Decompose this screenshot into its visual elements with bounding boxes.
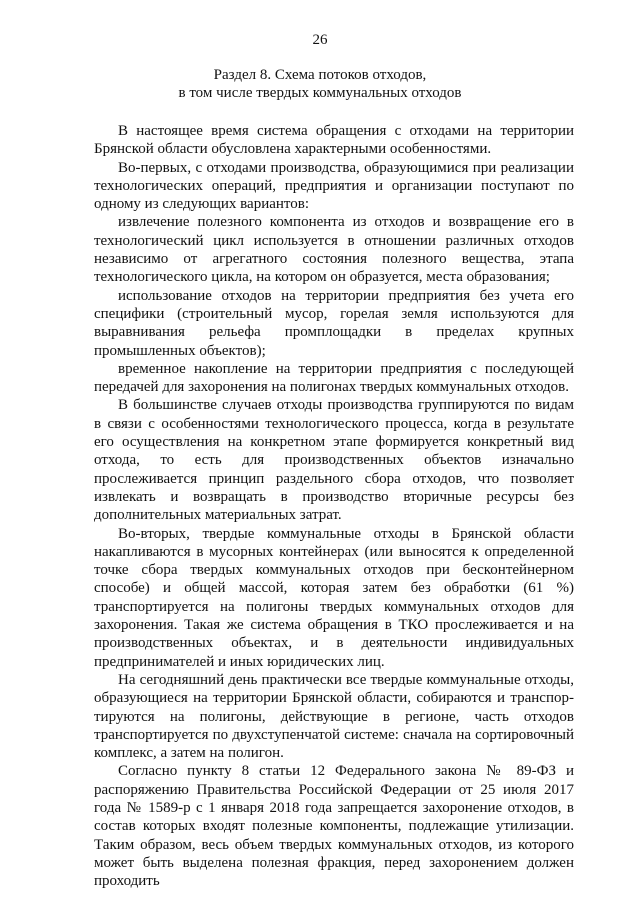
- body-text: [94, 122, 574, 890]
- paragraph: извлечение полезного компонента из отходов и возвращение его в технологический цикл используется в отношении различных отходов независимо от агрегатного состояния полезного вещества, этапа технологического цикла, на котором он образуется, места образования;: [94, 214, 574, 286]
- paragraph: Во-вторых, твердые коммунальные отходы в Брянской области накапливаются в мусорных контейнерах (или выносятся к определенной точке сбора твердых коммунальных отходов при бесконтейнерном способе) и общей массой, которая затем без обработки (61 %) транспортируется на полигоны твердых коммунальных отходов для захоронения. Такая же система обращения в ТКО прослеживается и на производственных объектах, и в деятельности индивидуальных предпринимателей и иных юридических лиц.: [94, 525, 574, 670]
- paragraph: В большинстве случаев отходы производства группируются по видам в связи с особенностями технологического процесса, когда в результате его осуществления на конкретном этапе формируется конкретный вид отхода, то есть для производственных объектов изначально прослеживается принцип раздельного сбора отходов, что позволяет извлекать и возвращать в производство вторичные ресурсы без дополнительных материальных затрат.: [94, 397, 574, 524]
- paragraph: На сегодняшний день практически все твердые коммунальные отходы, образующиеся на территории Брянской области, собираются и транспортируются на полигоны, действующие в регионе, часть отходов транспортируется по двухступенчатой системе: сначала на сортировочный комплекс, а затем на полигон.: [94, 671, 574, 762]
- paragraph: временное накопление на территории предприятия с последующей передачей для захоронения на полигонах твердых коммунальных отходов.: [94, 360, 574, 396]
- section-title: [0, 66, 640, 102]
- paragraph: В настоящее время система обращения с отходами на территории Брянской области обусловлена характерными особенностями.: [94, 123, 574, 158]
- page-number: 26: [312, 32, 328, 48]
- paragraph: использование отходов на территории предприятия без учета его специфики (строительный мусор, горелая земля используются для выравнивания рельефа промплощадки в пределах крупных промышленных объектов);: [94, 287, 574, 359]
- paragraph: Согласно пункту 8 статьи 12 Федерального закона № 89-ФЗ и распоряжению Правительства Российской Федерации от 25 июля 2017 года № 1589-р с 1 января 2018 года запрещается захоронение отходов, в состав которых входят полезные компоненты, подлежащие утилизации. Таким образом, весь объем твердых коммунальных отходов, из которого может быть выделена полезная фракция, перед захоронением должен проходить: [94, 763, 574, 890]
- section-title-line-2: в том числе твердых коммунальных отходов: [178, 85, 462, 101]
- paragraph: Во-первых, с отходами производства, образующимися при реализации технологических операций, предприятия и организации поступают по одному из следующих вариантов:: [94, 159, 574, 213]
- section-title-line-1: Раздел 8. Схема потоков отходов,: [213, 67, 427, 83]
